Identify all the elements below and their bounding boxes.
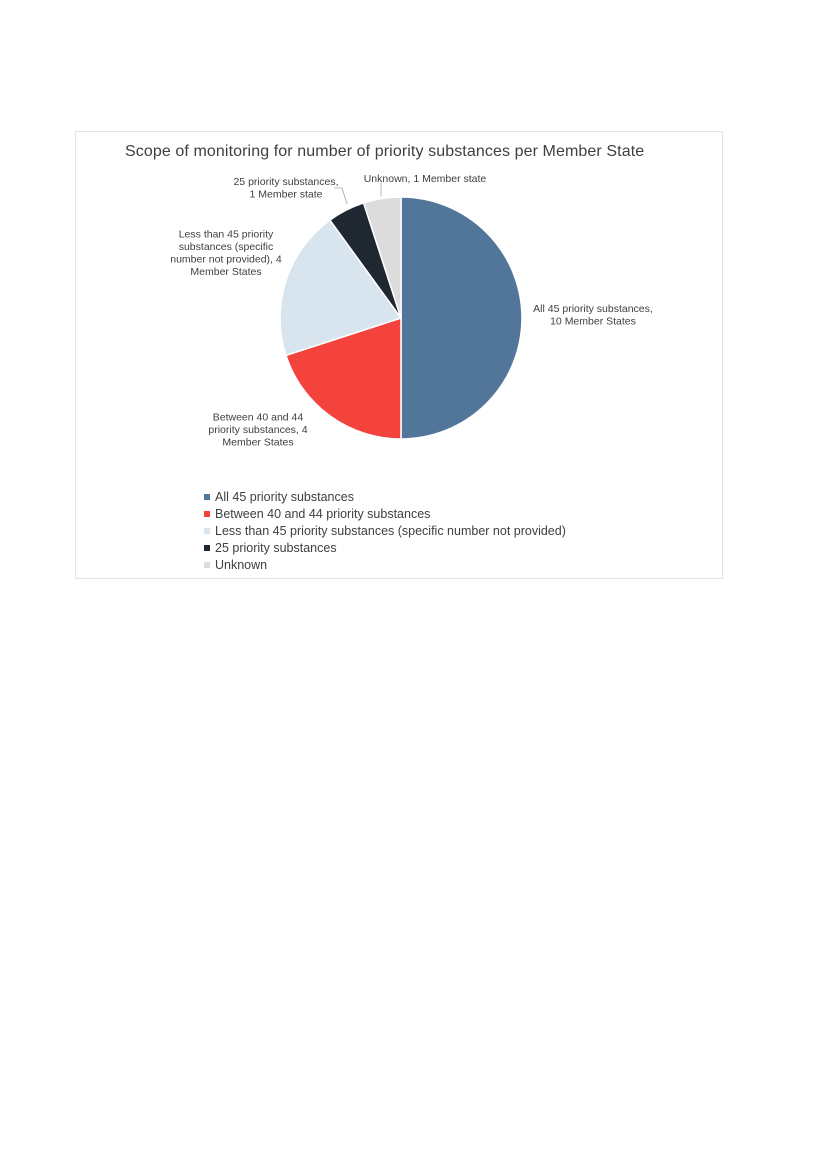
legend-item xyxy=(204,488,566,505)
leader-line xyxy=(334,188,347,204)
legend-item xyxy=(204,505,566,522)
legend-swatch xyxy=(204,545,210,551)
legend-swatch xyxy=(204,494,210,500)
legend-label: All 45 priority substances xyxy=(215,489,354,504)
legend-item xyxy=(204,556,566,573)
legend-label: Less than 45 priority substances (specific number not provided) xyxy=(215,523,566,538)
legend-swatch xyxy=(204,511,210,517)
data-label: Between 40 and 44 priority substances, 4 Member States xyxy=(208,411,308,449)
legend-swatch xyxy=(204,562,210,568)
chart-container xyxy=(75,131,723,579)
data-label: All 45 priority substances, 10 Member States xyxy=(533,302,653,328)
legend-label: 25 priority substances xyxy=(215,540,337,555)
legend-swatch xyxy=(204,528,210,534)
chart-title: Scope of monitoring for number of priority substances per Member State xyxy=(125,143,645,160)
chart-legend xyxy=(204,488,566,573)
legend-item xyxy=(204,539,566,556)
legend-item xyxy=(204,522,566,539)
data-label: 25 priority substances, 1 Member state xyxy=(233,175,339,201)
pie-slice xyxy=(401,197,522,439)
legend-label: Between 40 and 44 priority substances xyxy=(215,506,431,521)
data-label: Less than 45 priority substances (specific number not provided), 4 Member States xyxy=(170,228,282,278)
data-label: Unknown, 1 Member state xyxy=(363,173,487,185)
legend-label: Unknown xyxy=(215,557,268,572)
